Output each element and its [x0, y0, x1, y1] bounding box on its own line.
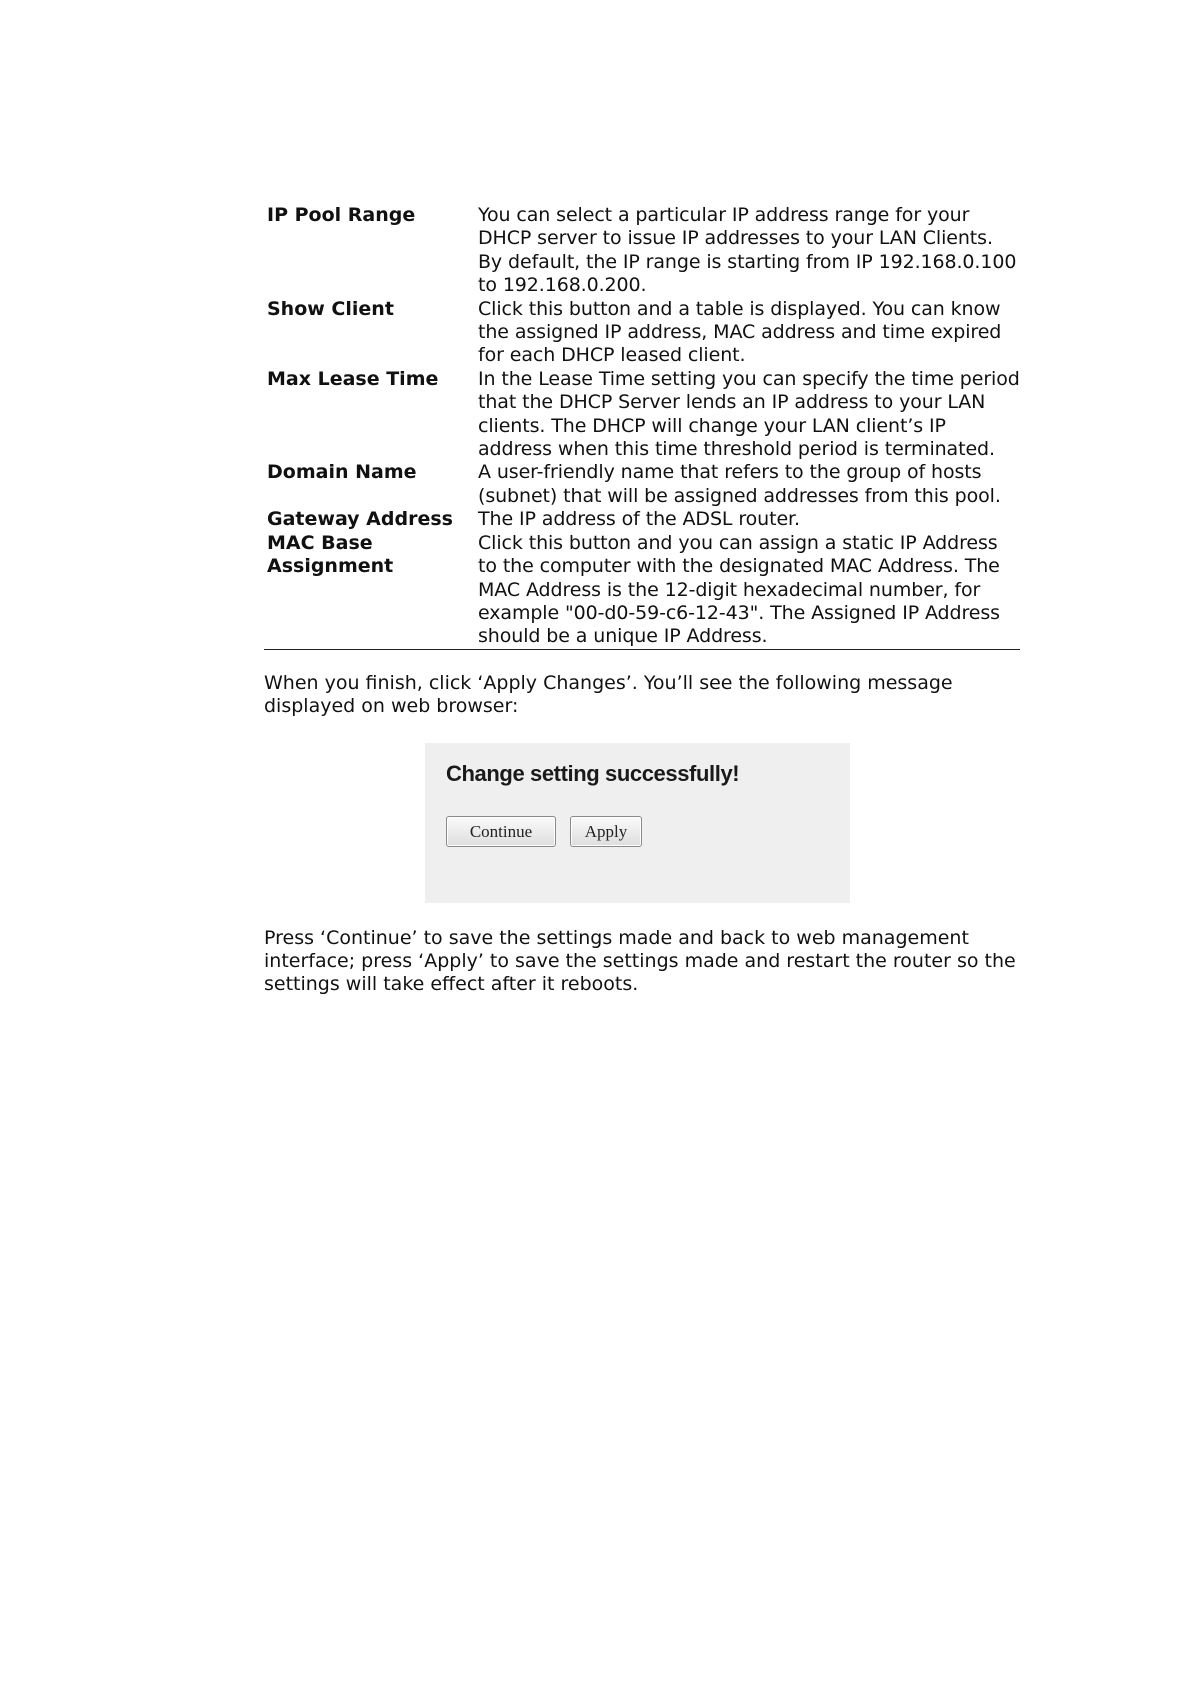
term-show-client: Show Client	[267, 297, 394, 320]
definition-row-domain-name	[264, 461, 1020, 508]
description-max-lease-time: In the Lease Time setting you can specify the time period that the DHCP Server lends an IP address to your LAN clients. The DHCP will change your LAN client’s IP address when this time threshold period is terminated.	[478, 367, 1020, 461]
description-mac-base-assignment: Click this button and you can assign a static IP Address to the computer with the designated MAC Address. The MAC Address is the 12-digit hexadecimal number, for example "00-d0-59-c6-12-43". The Assigned IP Address should be a unique IP Address.	[478, 531, 1000, 648]
description-gateway-address: The IP address of the ADSL router.	[478, 508, 800, 531]
intro-paragraph: When you finish, click ‘Apply Changes’. You’ll see the following message displayed on web browser:	[264, 671, 953, 718]
term-mac-base-assignment: MAC Base Assignment	[267, 531, 394, 578]
term-domain-name: Domain Name	[267, 461, 417, 484]
description-domain-name: A user-friendly name that refers to the group of hosts (subnet) that will be assigned addresses from this pool.	[478, 461, 1001, 507]
definition-row-max-lease-time	[264, 368, 1020, 462]
definition-row-show-client	[264, 298, 1020, 368]
main-content	[264, 204, 1020, 997]
closing-paragraph: Press ‘Continue’ to save the settings made and back to web management interface; press ‘Apply’ to save the settings made and restart the router so the settings will take effect after it reboots.	[264, 926, 1016, 996]
term-gateway-address: Gateway Address	[267, 508, 453, 531]
definition-row-gateway-address	[264, 508, 1020, 531]
embedded-screenshot	[425, 743, 850, 903]
apply-button[interactable]: Apply	[570, 816, 642, 847]
definition-table	[264, 204, 1020, 650]
term-max-lease-time: Max Lease Time	[267, 367, 439, 390]
definition-row-ip-pool-range	[264, 204, 1020, 298]
definition-row-mac-base-assignment	[264, 532, 1020, 649]
description-show-client: Click this button and a table is displayed. You can know the assigned IP address, MAC address and time expired for each DHCP leased client.	[478, 297, 1002, 367]
description-ip-pool-range: You can select a particular IP address range for your DHCP server to issue IP addresses to your LAN Clients. By default, the IP range is starting from IP 192.168.0.100 to 192.168.0.200.	[478, 204, 1017, 297]
success-message-title: Change setting successfully!	[446, 760, 740, 786]
term-ip-pool-range: IP Pool Range	[267, 204, 416, 226]
continue-button[interactable]: Continue	[446, 816, 556, 847]
